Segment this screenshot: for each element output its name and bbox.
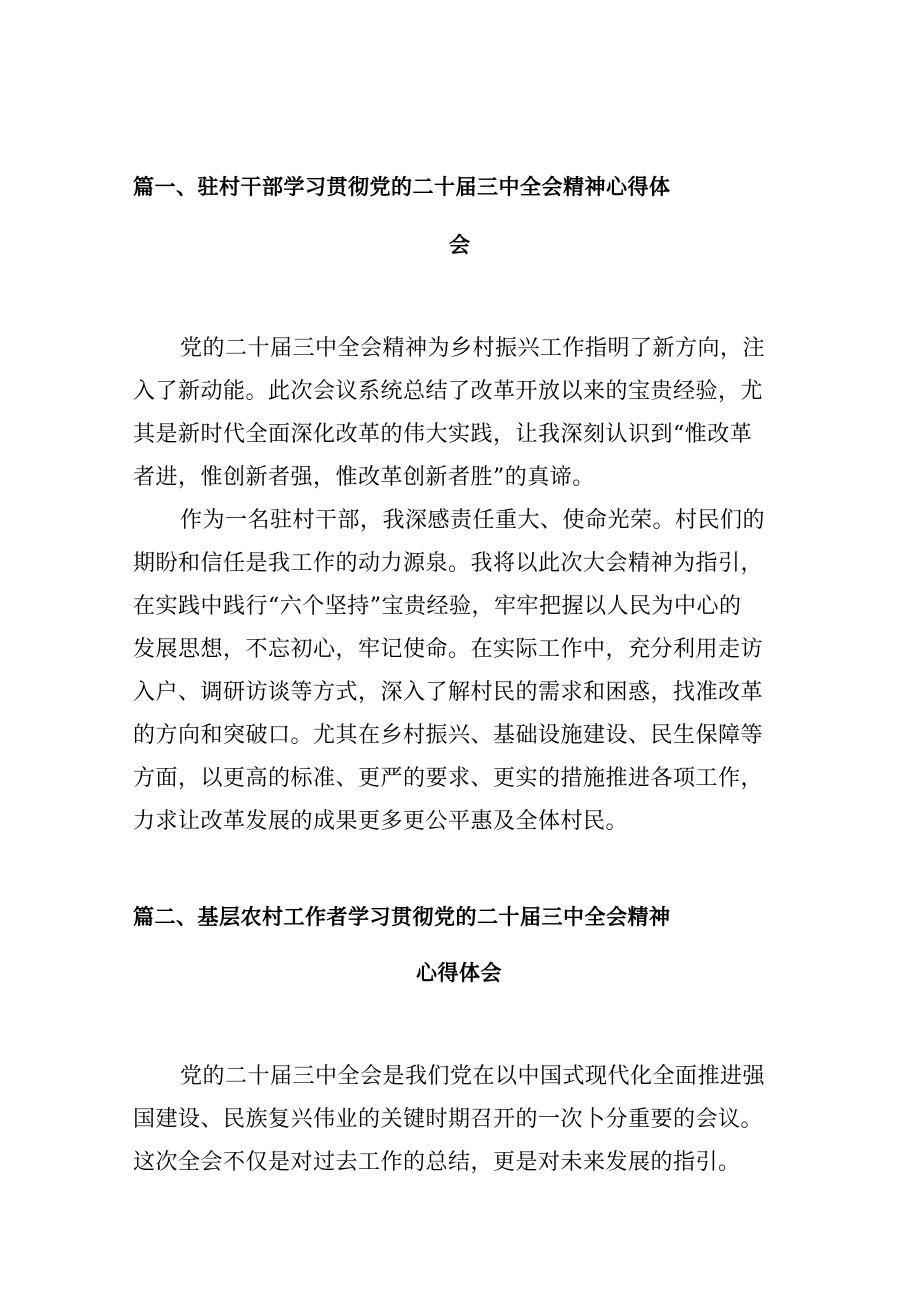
section-1-title-line-1: 篇一、驻村干部学习贯彻党的二十届三中全会精神心得体 bbox=[133, 175, 671, 199]
section-2-title-line-2: 心得体会 bbox=[416, 961, 502, 985]
section-2-title-line-1: 篇二、基层农村工作者学习贯彻党的二十届三中全会精神 bbox=[133, 905, 671, 929]
paragraph-line: 者进，惟创新者强，惟改革创新者胜”的真谛。 bbox=[133, 465, 595, 490]
paragraph-line: 其是新时代全面深化改革的伟大实践，让我深刻认识到“惟改革 bbox=[133, 422, 753, 447]
section-1-title-line-2: 会 bbox=[449, 233, 471, 257]
paragraph-line: 党的二十届三中全会是我们党在以中国式现代化全面推进强 bbox=[180, 1064, 766, 1089]
paragraph-line: 的方向和突破口。尤其在乡村振兴、基础设施建设、民生保障等 bbox=[133, 723, 764, 748]
paragraph-line: 这次全会不仅是对过去工作的总结，更是对未来发展的指引。 bbox=[133, 1150, 741, 1175]
paragraph-line: 在实践中践行“六个坚持”宝贵经验，牢牢把握以人民为中心的 bbox=[133, 594, 742, 619]
paragraph-line: 发展思想，不忘初心，牢记使命。在实际工作中，充分利用走访 bbox=[133, 637, 764, 662]
paragraph-line: 国建设、民族复兴伟业的关键时期召开的一次卜分重要的会议。 bbox=[133, 1107, 764, 1132]
paragraph-line: 入户、调研访谈等方式，深入了解村民的需求和困惑，找准改革 bbox=[133, 680, 764, 705]
paragraph-line: 入了新动能。此次会议系统总结了改革开放以来的宝贵经验，尤 bbox=[133, 379, 764, 404]
paragraph-line: 作为一名驻村干部，我深感责任重大、使命光荣。村民们的 bbox=[180, 508, 766, 533]
paragraph-line: 方面，以更高的标准、更严的要求、更实的措施推进各项工作， bbox=[133, 766, 764, 791]
paragraph-line: 力求让改革发展的成果更多更公平惠及全体村民。 bbox=[133, 809, 629, 834]
paragraph-line: 党的二十届三中全会精神为乡村振兴工作指明了新方向，注 bbox=[180, 336, 766, 361]
paragraph-line: 期盼和信任是我工作的动力源泉。我将以此次大会精神为指引， bbox=[133, 551, 764, 576]
